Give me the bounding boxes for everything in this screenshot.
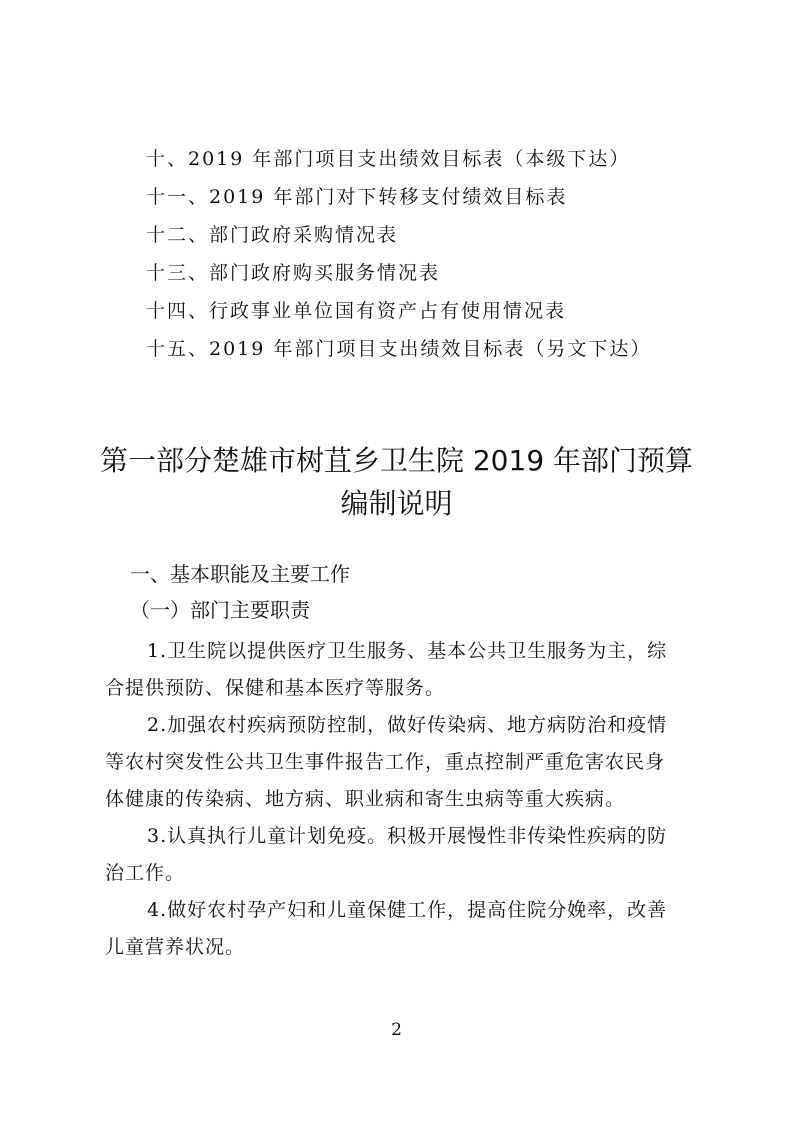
paragraph-line: 等农村突发性公共卫生事件报告工作，重点控制严重危害农民身 [105,751,666,773]
toc-item: 十、2019 年部门项目支出绩效目标表（本级下达） [146,148,631,170]
paragraph-line: 合提供预防、保健和基本医疗等服务。 [105,677,446,699]
subheading-main-duties: （一）部门主要职责 [130,598,310,622]
paragraph-line: 体健康的传染病、地方病、职业病和寄生虫病等重大疾病。 [105,788,626,810]
toc-item: 十五、2019 年部门项目支出绩效目标表（另文下达） [146,338,652,360]
section-title [60,439,733,525]
paragraph-4 [105,892,690,966]
paragraph-2 [105,707,690,818]
paragraph-line: 儿童营养状况。 [105,936,246,958]
paragraph-line: 治工作。 [105,862,186,884]
toc-item: 十三、部门政府购买服务情况表 [146,262,441,284]
section-title-line-2: 编制说明 [340,487,453,520]
paragraph-3 [105,818,690,892]
paragraph-1 [105,633,690,707]
section-title-line-1: 第一部分楚雄市树苴乡卫生院 2019 年部门预算 [99,444,694,477]
paragraph-line: 2.加强农村疾病预防控制，做好传染病、地方病防治和疫情 [147,714,668,736]
page-number: 2 [391,1020,402,1040]
toc-item: 十一、2019 年部门对下转移支付绩效目标表 [146,186,568,208]
paragraph-line: 4.做好农村孕产妇和儿童保健工作，提高住院分娩率，改善 [147,899,668,921]
toc-item: 十二、部门政府采购情况表 [146,224,399,246]
toc-item: 十四、行政事业单位国有资产占有使用情况表 [146,300,567,322]
table-of-contents-list [146,145,706,373]
paragraph-line: 1.卫生院以提供医疗卫生服务、基本公共卫生服务为主，综 [147,640,668,662]
heading-basic-functions: 一、基本职能及主要工作 [130,562,350,586]
paragraph-line: 3.认真执行儿童计划免疫。积极开展慢性非传染性疾病的防 [147,825,668,847]
